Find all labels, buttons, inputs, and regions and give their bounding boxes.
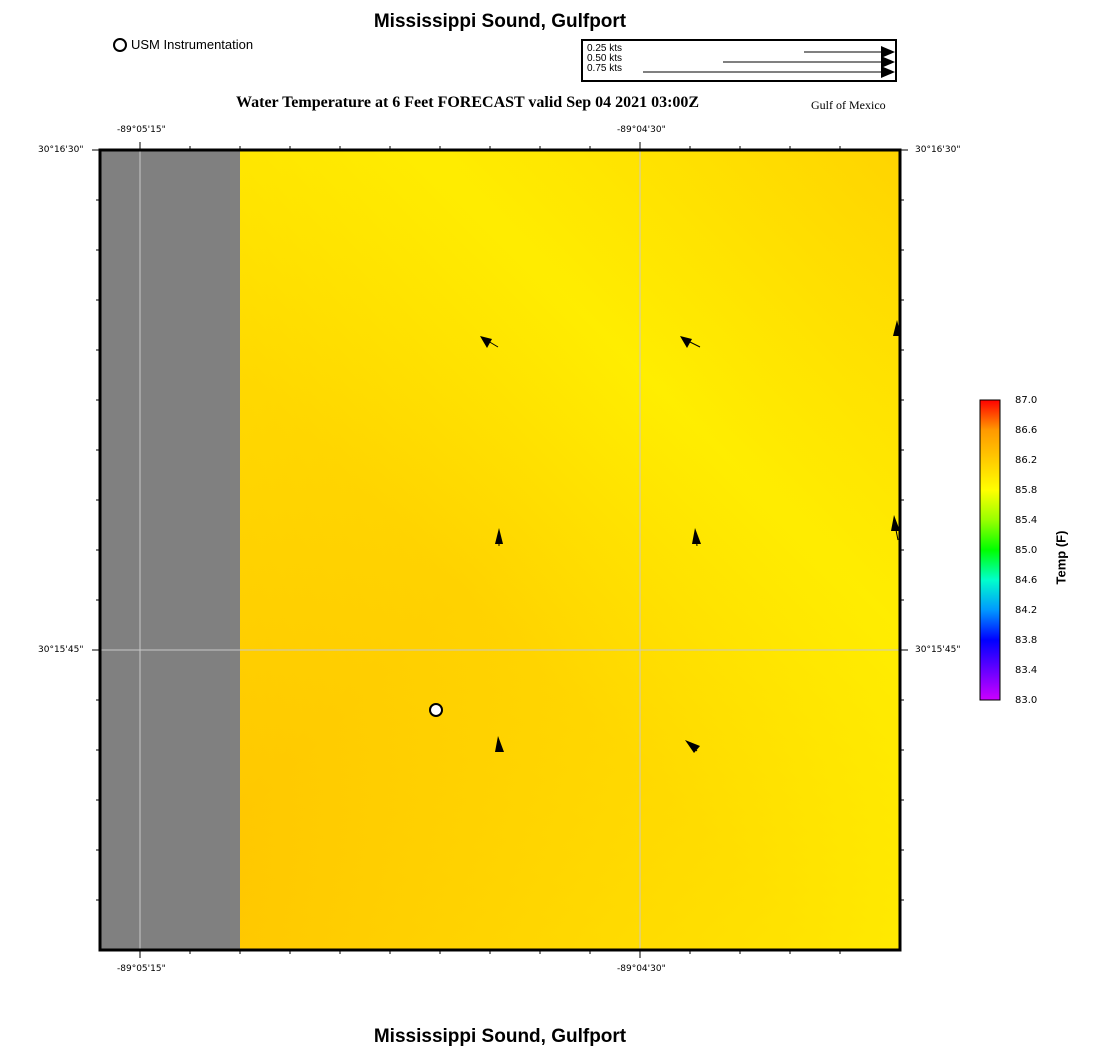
colorbar-tick: 83.0 xyxy=(1015,695,1038,706)
speed-arrow-050 xyxy=(723,56,895,68)
lon-tick-top-1: -89°05'15" xyxy=(117,125,166,135)
colorbar-gradient xyxy=(979,399,1001,703)
map-footer-title: Mississippi Sound, Gulfport xyxy=(373,1026,627,1047)
colorbar-tick: 86.2 xyxy=(1015,455,1038,466)
lon-tick-bottom-2: -89°04'30" xyxy=(617,964,666,974)
colorbar-tick: 84.6 xyxy=(1015,575,1038,586)
colorbar-title: Temp (F) xyxy=(1053,530,1069,585)
colorbar-tick: 85.0 xyxy=(1015,545,1038,556)
speed-label-075: 0.75 kts xyxy=(587,63,623,74)
land-area xyxy=(100,150,240,950)
colorbar-tick: 83.4 xyxy=(1015,665,1038,676)
usm-station-marker[interactable] xyxy=(430,704,442,716)
colorbar-tick: 85.8 xyxy=(1015,485,1038,496)
lat-tick-right-1: 30°16'30" xyxy=(915,145,961,155)
colorbar-tick: 86.6 xyxy=(1015,425,1038,436)
map-canvas xyxy=(90,140,910,960)
lat-tick-left-1: 30°16'30" xyxy=(38,145,84,155)
colorbar-tick: 87.0 xyxy=(1015,395,1038,406)
station-legend xyxy=(113,37,253,52)
speed-label-050: 0.50 kts xyxy=(587,53,623,64)
lon-tick-bottom-1: -89°05'15" xyxy=(117,964,166,974)
speed-legend-arrows xyxy=(583,41,895,80)
region-label: Gulf of Mexico xyxy=(811,98,886,112)
speed-label-025: 0.25 kts xyxy=(587,43,623,54)
map-title: Mississippi Sound, Gulfport xyxy=(373,11,627,32)
lon-tick-top-2: -89°04'30" xyxy=(617,125,666,135)
colorbar xyxy=(979,399,999,701)
colorbar-tick: 84.2 xyxy=(1015,605,1038,616)
lat-tick-left-2: 30°15'45" xyxy=(38,645,84,655)
map-subtitle: Water Temperature at 6 Feet FORECAST valid Sep 04 2021 03:00Z xyxy=(236,94,700,111)
station-legend-label: USM Instrumentation xyxy=(131,37,254,52)
station-marker-icon xyxy=(113,38,127,52)
colorbar-tick: 85.4 xyxy=(1015,515,1038,526)
speed-legend xyxy=(581,39,897,82)
lat-tick-right-2: 30°15'45" xyxy=(915,645,961,655)
colorbar-tick: 83.8 xyxy=(1015,635,1038,646)
speed-arrow-075 xyxy=(643,66,895,78)
